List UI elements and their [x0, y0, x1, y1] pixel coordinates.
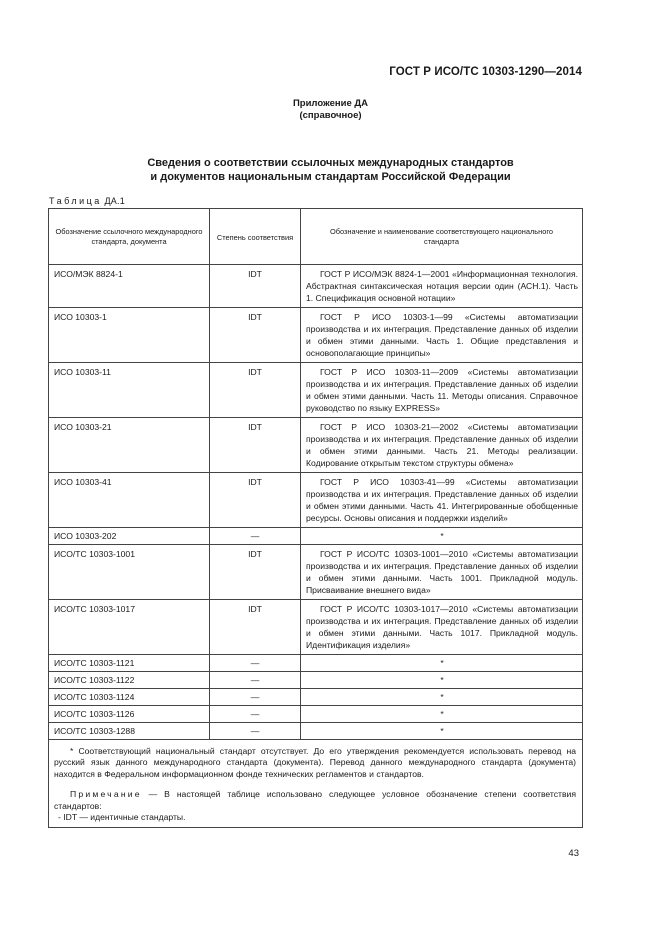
- cell-degree: —: [210, 655, 301, 672]
- table-caption-word: Таблица: [49, 196, 102, 206]
- cell-degree: IDT: [210, 265, 301, 308]
- standard-code-header: ГОСТ Р ИСО/ТС 10303-1290—2014: [389, 66, 582, 78]
- note-item: - IDT — идентичные стандарты.: [58, 812, 186, 823]
- cell-reference: ИСО/ТС 10303-1017: [49, 600, 210, 655]
- cell-degree: IDT: [210, 308, 301, 363]
- table-footer: [49, 740, 583, 828]
- table-row: [49, 363, 583, 418]
- note-label: Примечание: [70, 789, 142, 800]
- table-caption: [49, 196, 125, 206]
- appendix-heading: [0, 98, 661, 122]
- cell-national: *: [301, 528, 583, 545]
- cell-national-text: ГОСТ Р ИСО 10303-21—2002 «Системы автоматизации производства и их интеграция. Представление данных об изделии и обмен этими данными. Часть 21. Методы реализации. Кодирование открытым текстом структуры обмена»: [306, 422, 578, 468]
- cell-degree: IDT: [210, 545, 301, 600]
- cell-degree: —: [210, 528, 301, 545]
- cell-national-text: ГОСТ Р ИСО/ТС 10303-1001—2010 «Системы автоматизации производства и их интеграция. Представление данных об изделии и обмен этими данными. Часть 1001. Прикладной модуль. Присваивание внешнего вида»: [306, 549, 578, 595]
- table-row: [49, 308, 583, 363]
- cell-national: [301, 600, 583, 655]
- cell-degree: IDT: [210, 418, 301, 473]
- table-row: [49, 655, 583, 672]
- cell-national: *: [301, 672, 583, 689]
- section-title: [60, 156, 601, 184]
- table-row: [49, 706, 583, 723]
- footnote: * Соответствующий национальный стандарт отсутствует. До его утверждения рекомендуется использовать перевод на русский язык данного международного стандарта (документа). Перевод данного международного стандарта (документа) находится в Федеральном информационном фонде технических регламентов и стандартов.: [54, 746, 576, 779]
- table-row: [49, 672, 583, 689]
- cell-reference: ИСО/ТС 10303-1126: [49, 706, 210, 723]
- header-degree: Степень соответствия: [210, 209, 301, 265]
- table-footer-row: [49, 740, 583, 828]
- cell-degree: —: [210, 723, 301, 740]
- section-title-line-1: Сведения о соответствии ссылочных международных стандартов: [147, 157, 514, 169]
- cell-degree: —: [210, 706, 301, 723]
- table-row: [49, 689, 583, 706]
- cell-reference: ИСО 10303-1: [49, 308, 210, 363]
- cell-national: [301, 265, 583, 308]
- table-row: [49, 545, 583, 600]
- table-row: [49, 418, 583, 473]
- cell-national: [301, 545, 583, 600]
- appendix-title: Приложение ДА: [292, 98, 369, 109]
- table-row: [49, 473, 583, 528]
- cell-reference: ИСО/ТС 10303-1124: [49, 689, 210, 706]
- cell-reference: ИСО/ТС 10303-1288: [49, 723, 210, 740]
- table-row: [49, 723, 583, 740]
- cell-national: [301, 363, 583, 418]
- cell-reference: ИСО/ТС 10303-1001: [49, 545, 210, 600]
- cell-national-text: ГОСТ Р ИСО/МЭК 8824-1—2001 «Информационная технология. Абстрактная синтаксическая нотация версии один (АСН.1). Часть 1. Спецификация основной нотации»: [306, 269, 578, 303]
- cell-national-text: ГОСТ Р ИСО 10303-11—2009 «Системы автоматизации производства и их интеграция. Представление данных об изделии и обмен этими данными. Часть 11. Методы описания. Справочное руководство по языку EXPRESS»: [306, 367, 578, 413]
- cell-national: *: [301, 706, 583, 723]
- cell-national: [301, 473, 583, 528]
- table-row: [49, 265, 583, 308]
- cell-national: *: [301, 723, 583, 740]
- cell-reference: ИСО 10303-11: [49, 363, 210, 418]
- note-text: — В настоящей таблице использовано следующее условное обозначение степени соответствия стандартов:: [54, 789, 576, 811]
- section-title-line-2: и документов национальным стандартам Российской Федерации: [150, 171, 511, 183]
- note: [54, 789, 576, 812]
- table-row: [49, 528, 583, 545]
- cell-national: *: [301, 655, 583, 672]
- appendix-subtitle: (справочное): [299, 110, 362, 121]
- correspondence-table: [48, 208, 583, 828]
- cell-national-text: ГОСТ Р ИСО/ТС 10303-1017—2010 «Системы автоматизации производства и их интеграция. Представление данных об изделии и обмен этими данными. Часть 1017. Прикладной модуль. Идентификация изделия»: [306, 604, 578, 650]
- table-header-row: [49, 209, 583, 265]
- cell-degree: IDT: [210, 600, 301, 655]
- cell-degree: —: [210, 672, 301, 689]
- cell-reference: ИСО/МЭК 8824-1: [49, 265, 210, 308]
- cell-national-text: ГОСТ Р ИСО 10303-41—99 «Системы автоматизации производства и их интеграция. Представление данных об изделии и обмен этими данными. Часть 41. Интегрированные обобщенные ресурсы. Основы описания и поддержки изделий»: [306, 477, 578, 523]
- cell-national: [301, 418, 583, 473]
- header-national-standard: Обозначение и наименование соответствующего национального стандарта: [301, 209, 583, 265]
- cell-degree: —: [210, 689, 301, 706]
- cell-degree: IDT: [210, 473, 301, 528]
- cell-reference: ИСО/ТС 10303-1121: [49, 655, 210, 672]
- table-row: [49, 600, 583, 655]
- cell-national-text: ГОСТ Р ИСО 10303-1—99 «Системы автоматизации производства и их интеграция. Представление данных об изделии и обмен этими данными. Часть 1. Общие представления и основополагающие принципы»: [306, 312, 578, 358]
- cell-national: *: [301, 689, 583, 706]
- cell-reference: ИСО 10303-202: [49, 528, 210, 545]
- table-caption-number: ДА.1: [104, 196, 125, 206]
- header-reference-standard: Обозначение ссылочного международного стандарта, документа: [49, 209, 210, 265]
- cell-reference: ИСО 10303-21: [49, 418, 210, 473]
- cell-reference: ИСО 10303-41: [49, 473, 210, 528]
- cell-national: [301, 308, 583, 363]
- cell-reference: ИСО/ТС 10303-1122: [49, 672, 210, 689]
- cell-degree: IDT: [210, 363, 301, 418]
- page-number: 43: [568, 848, 579, 859]
